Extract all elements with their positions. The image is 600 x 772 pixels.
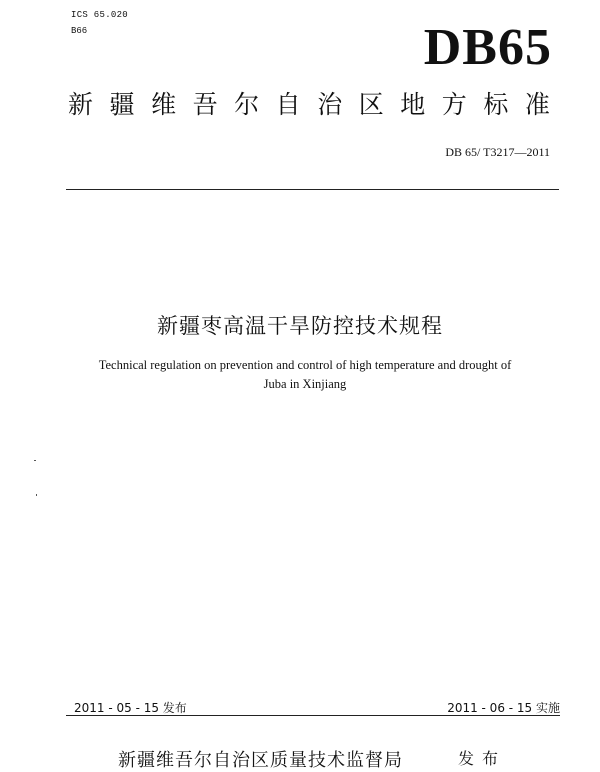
title-english <box>60 356 550 394</box>
standard-type-char: 治 <box>317 90 343 119</box>
standard-type-char: 准 <box>524 90 550 119</box>
standard-type-char: 尔 <box>234 90 260 119</box>
scan-speck <box>36 494 37 496</box>
issue-label: 发布 <box>458 749 507 768</box>
top-divider <box>66 189 559 190</box>
standard-type-char: 标 <box>483 90 509 119</box>
standard-type-char: 地 <box>400 90 426 119</box>
standard-type-char: 方 <box>441 90 467 119</box>
title-english-line1: Technical regulation on prevention and control of high temperature and drought of <box>98 358 512 372</box>
standard-logo: DB65 <box>423 19 552 76</box>
title-chinese: 新疆枣高温干旱防控技术规程 <box>157 314 443 338</box>
scan-speck <box>34 460 36 461</box>
bottom-divider <box>66 715 560 716</box>
standard-number: DB 65/ T3217—2011 <box>445 145 550 159</box>
issuing-authority: 新疆维吾尔自治区质量技术监督局 <box>118 750 403 771</box>
implementation-date: 2011 - 06 - 15 实施 <box>447 701 560 715</box>
standard-type-char: 维 <box>151 90 177 119</box>
standard-type-char: 新 <box>68 90 94 119</box>
standard-type-char: 自 <box>275 90 301 119</box>
standard-type-heading <box>68 92 550 117</box>
title-english-line2: Juba in Xinjiang <box>263 377 347 391</box>
classification-code: B66 <box>71 26 88 36</box>
ics-code: ICS 65.020 <box>71 10 129 20</box>
standard-type-char: 疆 <box>109 90 135 119</box>
issue-date: 2011 - 05 - 15 发布 <box>74 701 187 715</box>
standard-type-char: 吾 <box>192 90 218 119</box>
standard-type-char: 区 <box>358 90 384 119</box>
